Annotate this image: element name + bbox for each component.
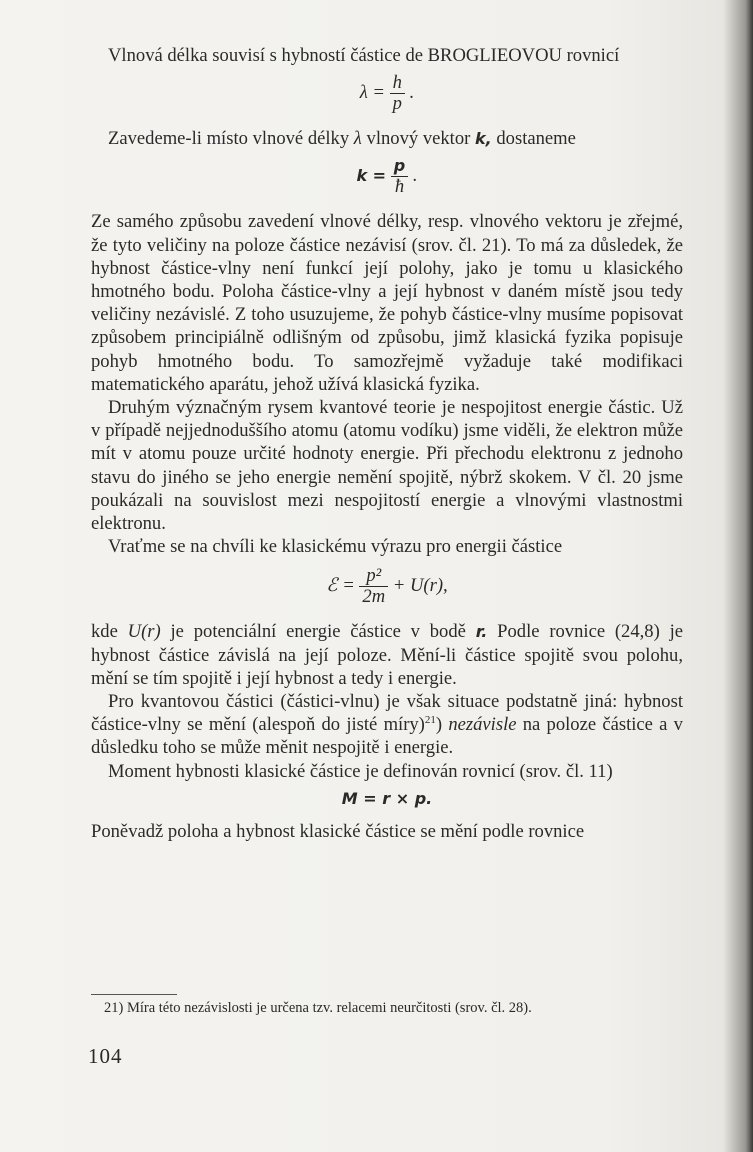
- footnote-mark: 21): [104, 1000, 124, 1016]
- eq1-denominator: p: [392, 93, 402, 115]
- paragraph-4: Druhým význačným rysem kvantové teorie je nespojitost energie částic. Už v případě nejjednoduššího atomu (atomu vodíku) jsme viděli, že elektron může mít v atomu pouze určité hodnoty energie. Při přechodu elektronu z jednoho stavu do jiného se jeho energie nemění spojitě, nýbrž skokem. V čl. 20 jsme poukázali na souvislost mezi nespojitostí energie a vlnovými vlastnostmi elektronu.: [91, 397, 683, 535]
- paragraph-1: Vlnová délka souvisí s hybností částice de BROGLIEOVOU rovnicí: [108, 45, 620, 66]
- page-number: 104: [88, 1044, 123, 1068]
- equation-wave-vector: k = $\frac{p}{ħ}$ .: [356, 156, 418, 198]
- equation-energy: ℰ = $\frac{\text{p²}}{2m}$ + U(r),: [326, 565, 448, 608]
- paragraph-6: kde U(r) je potenciální energie částice v bodě r. Podle rovnice (24,8) je hybnost částice závislá na její poloze. Mění-li částice spojitě svou polohu, mění se tím spojitě i její hybnost a tedy i energie.: [91, 621, 683, 689]
- footnote-divider: [91, 994, 177, 995]
- paragraph-5: Vraťme se na chvíli ke klasickému výrazu pro energii částice: [108, 536, 563, 558]
- footnote: [104, 998, 694, 1018]
- eq1-numerator: h: [390, 73, 405, 94]
- equation-wavelength: λ = $\frac{h}{p}$ .: [359, 72, 415, 115]
- paragraph-8: Moment hybnosti klasické částice je definován rovnicí (srov. čl. 11): [108, 760, 613, 782]
- footnote-text: Míra této nezávislosti je určena tzv. relacemi neurčitosti (srov. čl. 28).: [126, 1000, 532, 1016]
- paragraph-2: Zavedeme-li místo vlnové délky λ vlnový vektor k, dostaneme: [108, 128, 576, 150]
- eq3-denominator: 2m: [362, 586, 386, 608]
- paragraph-3: Ze samého způsobu zavedení vlnové délky, resp. vlnového vektoru je zřejmé, že tyto veličiny na poloze částice nezávisí (srov. čl. 21). To má za důsledek, že hybnost částice-vlny není funkcí její polohy, jako je tomu u klasického hmotného bodu. Poloha částice-vlny a její hybnost v daném místě jsou tedy veličiny nezávislé. Z toho usuzujeme, že pohyb částice-vlny musíme popisovat způsobem principiálně odlišným od způsobu, jimž klasická fyzika popisuje pohyb hmotného bodu. To samozřejmě vyžaduje také modifikaci matematického aparátu, jehož užívá klasická fyzika.: [91, 211, 683, 395]
- equation-angular-momentum: M = r × p.: [341, 788, 433, 808]
- eq2-denominator: ħ: [394, 176, 405, 198]
- eq2-numerator: p: [391, 156, 408, 177]
- paragraph-7: Pro kvantovou částici (částici-vlnu) je však situace podstatně jiná: hybnost částice-vlny se mění (alespoň do jisté míry)$^{21}$) nezávisle na poloze částice a v důsledku toho se může měnit nespojitě i energie.: [91, 691, 683, 759]
- eq3-numerator: p²: [359, 566, 388, 587]
- footnote-ref: 21: [424, 714, 436, 727]
- paragraph-9: Poněvadž poloha a hybnost klasické částice se mění podle rovnice: [91, 821, 585, 843]
- body-text: [91, 44, 683, 843]
